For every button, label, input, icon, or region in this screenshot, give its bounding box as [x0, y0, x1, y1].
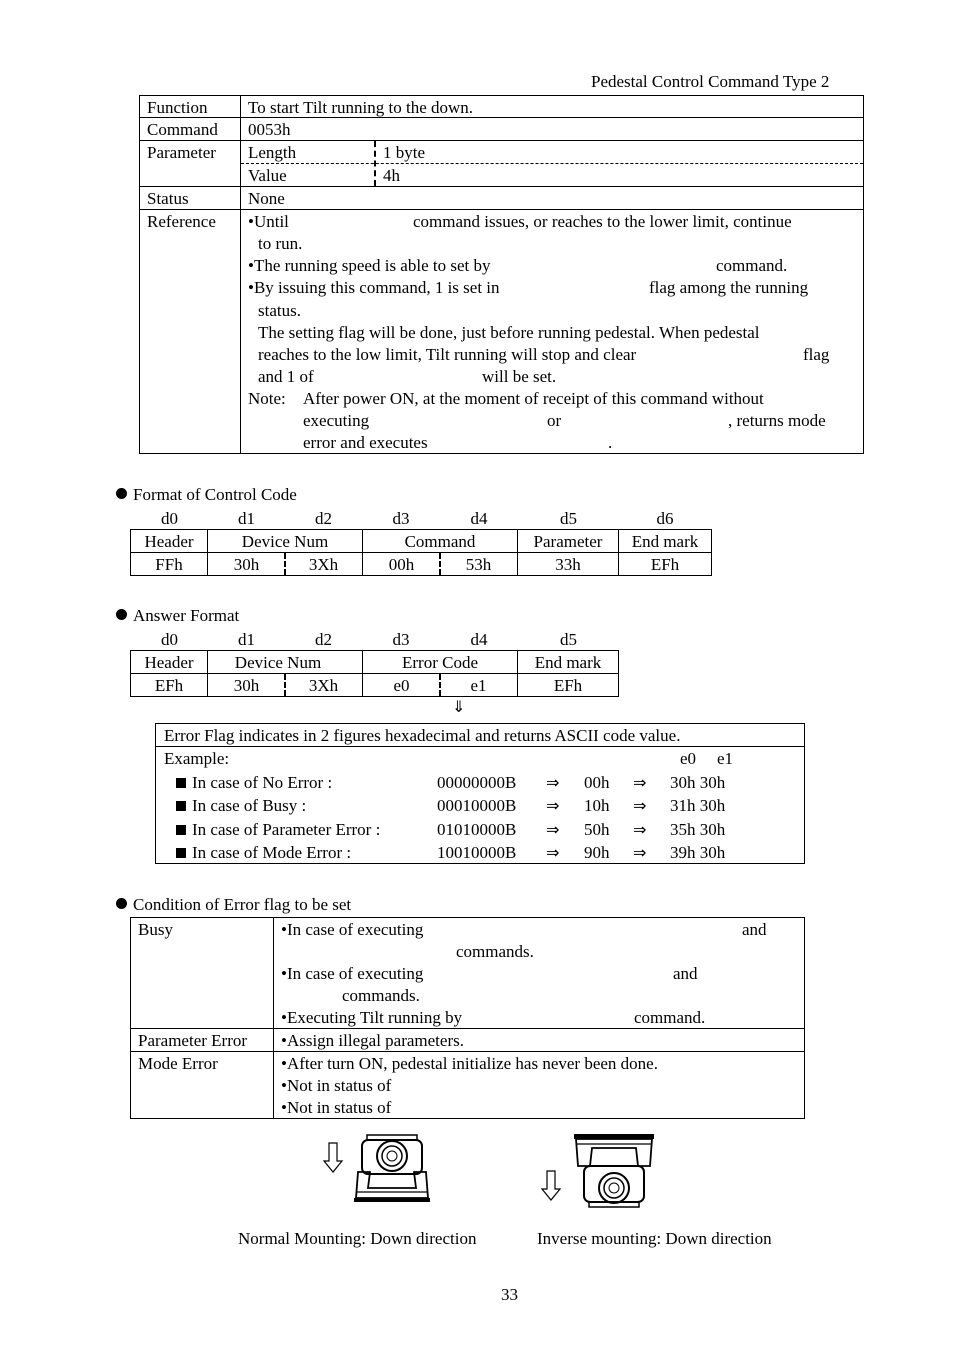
right-arrow-icon: ⇒ — [633, 820, 647, 839]
hex-value: 00h — [584, 773, 610, 792]
bullet-icon — [116, 488, 127, 499]
ref-line: will be set. — [482, 367, 557, 386]
column-header: d4 — [470, 509, 488, 528]
column-header: d5 — [560, 630, 577, 649]
error-row: In case of Busy : — [176, 797, 306, 814]
value-cell: 3Xh — [308, 555, 339, 574]
ref-line: The setting flag will be done, just before running pedestal. When pedestal — [258, 323, 760, 342]
error-row: In case of Parameter Error : — [176, 821, 380, 838]
reference-label: Reference — [147, 212, 216, 231]
value-cell: 53h — [465, 555, 492, 574]
right-arrow-icon: ⇒ — [546, 820, 560, 839]
busy-line: command. — [634, 1008, 706, 1027]
column-header: d0 — [161, 509, 178, 528]
bullet-icon — [116, 898, 127, 909]
hex-value: 90h — [584, 843, 610, 862]
ref-line: command issues, or reaches to the lower limit, continue — [413, 212, 792, 231]
hex-value: 10h — [584, 796, 610, 815]
column-header: d4 — [470, 630, 488, 649]
value-cell: FFh — [155, 555, 183, 574]
ref-line: . — [608, 433, 613, 452]
param-error-line: •Assign illegal parameters. — [281, 1031, 464, 1050]
binary-value: 00010000B — [437, 796, 517, 815]
right-arrow-icon: ⇒ — [633, 773, 647, 792]
column-header: d1 — [238, 509, 255, 528]
ref-line: flag — [803, 345, 830, 364]
column-header: d3 — [392, 509, 410, 528]
value-cell: e0 — [393, 676, 410, 695]
function-value: To start Tilt running to the down. — [248, 98, 474, 117]
camera-inverse-mounting-icon — [572, 1132, 656, 1212]
mode-error-label: Mode Error — [138, 1054, 218, 1073]
value-cell: EFh — [154, 676, 184, 695]
parameter-cell: Parameter — [533, 532, 603, 551]
ref-line: , returns mode — [728, 411, 826, 430]
status-label: Status — [147, 189, 189, 208]
length-value: 1 byte — [383, 143, 426, 162]
error-flag-title: Error Flag indicates in 2 figures hexadecimal and returns ASCII code value. — [164, 726, 681, 745]
ref-line: or — [547, 411, 562, 430]
busy-line: and — [742, 920, 767, 939]
down-arrow-icon — [322, 1142, 344, 1174]
ref-line: to run. — [258, 234, 303, 253]
value-cell: 00h — [388, 555, 415, 574]
end-mark-cell: End mark — [631, 532, 699, 551]
mode-error-line: •After turn ON, pedestal initialize has never been done. — [281, 1054, 658, 1073]
value-label: Value — [248, 166, 287, 185]
binary-value: 10010000B — [437, 843, 517, 862]
square-bullet-icon — [176, 778, 186, 788]
right-arrow-icon: ⇒ — [546, 773, 560, 792]
control-code-heading: Format of Control Code — [133, 485, 297, 504]
value-cell: 33h — [555, 555, 581, 574]
right-arrow-icon: ⇒ — [546, 843, 560, 862]
inverse-mounting-caption: Inverse mounting: Down direction — [537, 1229, 772, 1248]
ref-line: •The running speed is able to set by — [248, 256, 491, 275]
right-arrow-icon: ⇒ — [633, 796, 647, 815]
column-header: d3 — [392, 630, 410, 649]
length-label: Length — [248, 143, 297, 162]
square-bullet-icon — [176, 825, 186, 835]
value-cell: 30h — [233, 555, 260, 574]
column-header: d2 — [315, 509, 332, 528]
e0-header: e0 — [680, 749, 697, 768]
value-cell: 3Xh — [308, 676, 339, 695]
column-header: d1 — [238, 630, 255, 649]
end-mark-cell: End mark — [534, 653, 602, 672]
command-label: Command — [147, 120, 218, 139]
hex-value: 50h — [584, 820, 610, 839]
bullet-icon — [116, 609, 127, 620]
ref-line: status. — [258, 301, 301, 320]
ascii-value: 31h 30h — [670, 796, 726, 815]
page-header: Pedestal Control Command Type 2 — [591, 72, 830, 91]
column-header: d6 — [656, 509, 674, 528]
e1-header: e1 — [717, 749, 734, 768]
condition-heading: Condition of Error flag to be set — [133, 895, 352, 914]
busy-line: commands. — [342, 986, 420, 1005]
device-num-cell: Device Num — [234, 653, 322, 672]
ref-line: •By issuing this command, 1 is set in — [248, 278, 500, 297]
value-cell: e1 — [470, 676, 487, 695]
value-cell: EFh — [553, 676, 583, 695]
square-bullet-icon — [176, 848, 186, 858]
down-arrow-icon: ⇓ — [452, 697, 466, 716]
parameter-label: Parameter — [147, 143, 216, 162]
ascii-value: 35h 30h — [670, 820, 726, 839]
mode-error-line: •Not in status of — [281, 1076, 392, 1095]
column-header: d5 — [560, 509, 577, 528]
column-header: d0 — [161, 630, 178, 649]
column-header: d2 — [315, 630, 332, 649]
down-arrow-icon — [540, 1170, 562, 1202]
normal-mounting-caption: Normal Mounting: Down direction — [238, 1229, 477, 1248]
right-arrow-icon: ⇒ — [546, 796, 560, 815]
value-cell: 30h — [233, 676, 260, 695]
command-value: 0053h — [248, 120, 291, 139]
ref-line: error and executes — [303, 433, 428, 452]
error-row: In case of Mode Error : — [176, 844, 351, 861]
binary-value: 00000000B — [437, 773, 517, 792]
ref-line: and 1 of — [258, 367, 314, 386]
header-cell: Header — [144, 653, 194, 672]
value-value: 4h — [383, 166, 400, 185]
status-value: None — [248, 189, 285, 208]
error-code-cell: Error Code — [401, 653, 478, 672]
ref-line: flag among the running — [649, 278, 809, 297]
busy-line: •In case of executing — [281, 964, 424, 983]
answer-format-heading: Answer Format — [133, 606, 240, 625]
ref-line: command. — [716, 256, 788, 275]
command-cell: Command — [404, 532, 476, 551]
ref-line: reaches to the low limit, Tilt running will stop and clear — [258, 345, 637, 364]
ref-line: •Until — [248, 212, 289, 231]
ascii-value: 39h 30h — [670, 843, 726, 862]
camera-normal-mounting-icon — [352, 1132, 432, 1204]
error-row: In case of No Error : — [176, 774, 332, 791]
ref-line: executing — [303, 411, 370, 430]
ref-line: After power ON, at the moment of receipt of this command without — [303, 389, 764, 408]
mode-error-line: •Not in status of — [281, 1098, 392, 1117]
square-bullet-icon — [176, 801, 186, 811]
busy-label: Busy — [138, 920, 173, 939]
param-error-label: Parameter Error — [138, 1031, 248, 1050]
busy-line: •Executing Tilt running by — [281, 1008, 463, 1027]
binary-value: 01010000B — [437, 820, 517, 839]
busy-line: commands. — [456, 942, 534, 961]
example-label: Example: — [164, 749, 230, 768]
busy-line: •In case of executing — [281, 920, 424, 939]
header-cell: Header — [144, 532, 194, 551]
ref-note-label: Note: — [248, 389, 286, 408]
busy-line: and — [673, 964, 698, 983]
page-number: 33 — [501, 1285, 518, 1304]
device-num-cell: Device Num — [241, 532, 329, 551]
right-arrow-icon: ⇒ — [633, 843, 647, 862]
function-label: Function — [147, 98, 208, 117]
ascii-value: 30h 30h — [670, 773, 726, 792]
value-cell: EFh — [650, 555, 680, 574]
